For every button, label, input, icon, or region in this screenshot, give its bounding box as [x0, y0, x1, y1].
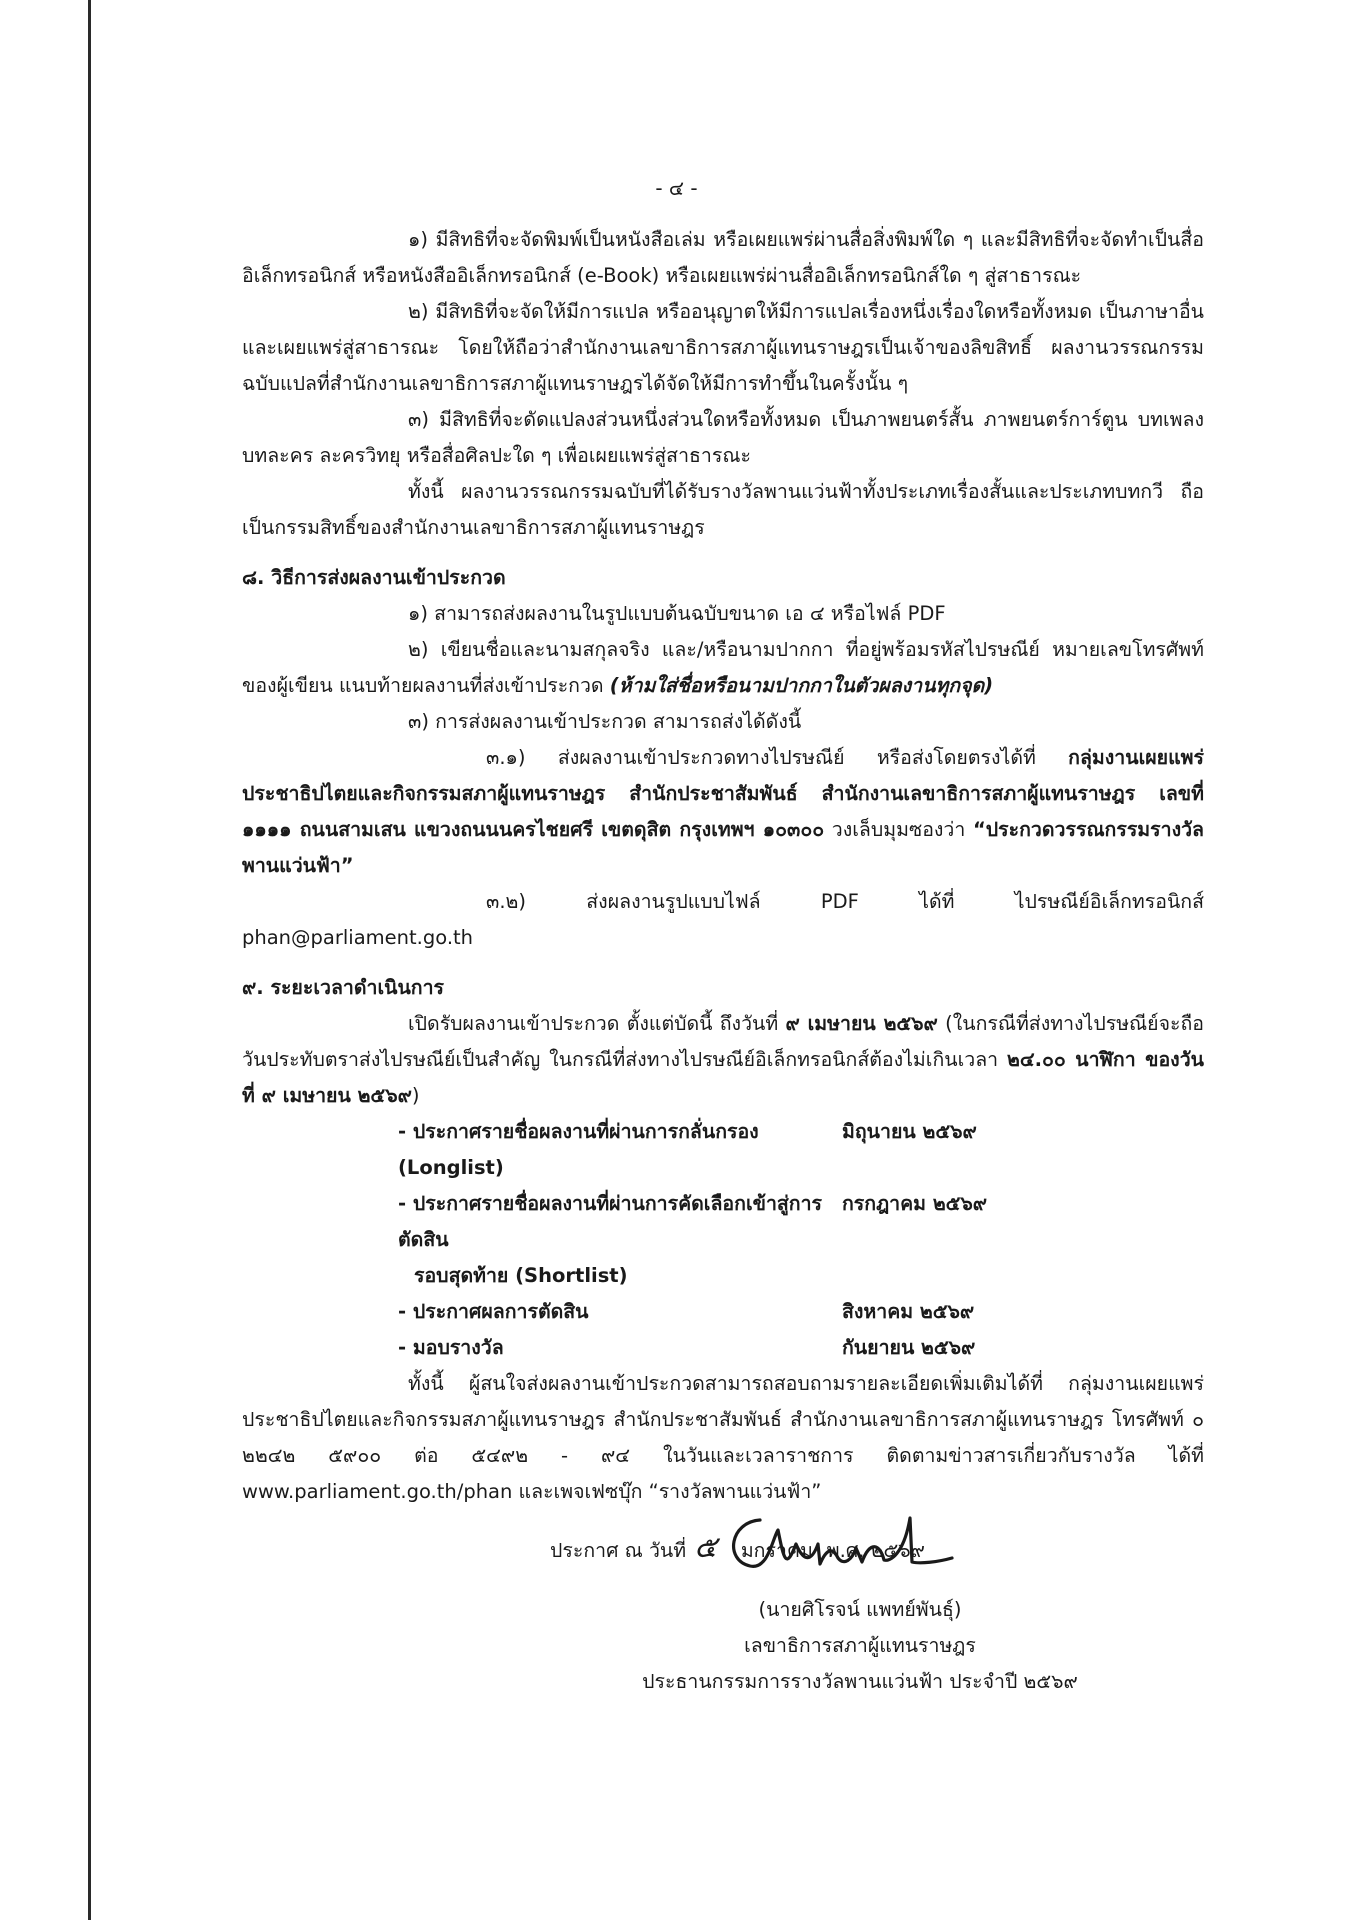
schedule-row — [242, 1186, 1204, 1258]
schedule-item: รอบสุดท้าย (Shortlist) — [414, 1264, 628, 1287]
signatory-name: (นายศิโรจน์ แพทย์พันธุ์) — [758, 1598, 962, 1621]
rights-item-1: ๑) มีสิทธิที่จะจัดพิมพ์เป็นหนังสือเล่ม หรือเผยแพร่ผ่านสื่อสิ่งพิมพ์ใด ๆ และมีสิทธิที่จะจัดทำเป็นสื่ออิเล็กทรอนิกส์ หรือหนังสืออิเล็กทรอนิกส์ (e-Book) หรือเผยแพร่ผ่านสื่ออิเล็กทรอนิกส์ใด ๆ สู่สาธารณะ — [242, 228, 1204, 287]
section-9-intro — [242, 1006, 1204, 1114]
contact-paragraph: ทั้งนี้ ผู้สนใจส่งผลงานเข้าประกวดสามารถสอบถามรายละเอียดเพิ่มเติมได้ที่ กลุ่มงานเผยแพร่ประชาธิปไตยและกิจกรรมสภาผู้แทนราษฎร สำนักประชาสัมพันธ์ สำนักงานเลขาธิการสภาผู้แทนราษฎร โทรศัพท์ ๐ ๒๒๔๒ ๕๙๐๐ ต่อ ๕๔๙๒ - ๙๔ ในวันและเวลาราชการ ติดตามข่าวสารเกี่ยวกับรางวัล ได้ที่ www.parliament.go.th/phan และเพจเฟซบุ๊ก “รางวัลพานแว่นฟ้า” — [242, 1372, 1204, 1503]
schedule-row — [242, 1294, 1204, 1330]
signatory-position: เลขาธิการสภาผู้แทนราษฎร — [744, 1634, 976, 1657]
rights-item-2: ๒) มีสิทธิที่จะจัดให้มีการแปล หรืออนุญาตให้มีการแปลเรื่องหนึ่งเรื่องใดหรือทั้งหมด เป็นภาษาอื่น และเผยแพร่สู่สาธารณะ โดยให้ถือว่าสำนักงานเลขาธิการสภาผู้แทนราษฎรเป็นเจ้าของลิขสิทธิ์ ผลงานวรรณกรรมฉบับแปลที่สำนักงานเลขาธิการสภาผู้แทนราษฎรได้จัดให้มีการทำขึ้นในครั้งนั้น ๆ — [242, 300, 1204, 395]
announcement-prefix: ประกาศ ณ วันที่ — [550, 1539, 687, 1562]
item-3-1-lead: ๓.๑) ส่งผลงานเข้าประกวดทางไปรษณีย์ หรือส่งโดยตรงได้ที่ — [486, 746, 1069, 769]
section-8-item-2-note: (ห้ามใส่ชื่อหรือนามปากกาในตัวผลงานทุกจุด) — [609, 674, 994, 697]
item-3-1-label: “ประกวดวรรณกรรมรางวัลพานแว่นฟ้า” — [242, 818, 1204, 877]
schedule-table — [242, 1114, 1204, 1366]
intro-b: (ในกรณีที่ส่งทางไปรษณีย์จะถือวันประทับตราส่งไปรษณีย์เป็นสำคัญ ในกรณีที่ส่งทางไปรษณีย์อิเล็กทรอนิกส์ต้องไม่เกินเวลา — [242, 1012, 1204, 1071]
item-3-1-address: กลุ่มงานเผยแพร่ประชาธิปไตยและกิจกรรมสภาผู้แทนราษฎร สำนักประชาสัมพันธ์ สำนักงานเลขาธิการสภาผู้แทนราษฎร เลขที่ ๑๑๑๑ ถนนสามเสน แขวงถนนนครไชยศรี เขตดุสิต กรุงเทพฯ ๑๐๓๐๐ — [242, 746, 1204, 841]
section-8-item-3-2: ๓.๒) ส่งผลงานรูปแบบไฟล์ PDF ได้ที่ ไปรษณีย์อิเล็กทรอนิกส์ phan@parliament.go.th — [242, 890, 1204, 949]
signatory-block — [580, 1592, 1140, 1700]
section-8-item-2-text: ๒) เขียนชื่อและนามสกุลจริง และ/หรือนามปากกา ที่อยู่พร้อมรหัสไปรษณีย์ หมายเลขโทรศัพท์ของผู้เขียน แนบท้ายผลงานที่ส่งเข้าประกวด — [242, 638, 1204, 697]
schedule-row — [242, 1330, 1204, 1366]
section-8-item-3-1 — [242, 740, 1204, 884]
page-number: - ๔ - — [655, 176, 698, 200]
announcement-month: มกราคม — [740, 1539, 813, 1562]
schedule-item: - มอบรางวัล — [398, 1336, 504, 1359]
intro-deadline: ๙ เมษายน ๒๕๖๙ — [785, 1012, 938, 1035]
schedule-row — [242, 1114, 1204, 1186]
binder-line — [88, 0, 91, 1920]
schedule-row — [242, 1258, 1204, 1294]
schedule-date: กันยายน ๒๕๖๙ — [842, 1336, 976, 1359]
schedule-date: กรกฎาคม ๒๕๖๙ — [842, 1192, 988, 1215]
document-body — [242, 222, 1204, 1569]
section-8-heading: ๘. วิธีการส่งผลงานเข้าประกวด — [242, 566, 506, 589]
section-8-item-2 — [242, 632, 1204, 704]
schedule-item: - ประกาศรายชื่อผลงานที่ผ่านการกลั่นกรอง (Longlist) — [398, 1120, 759, 1179]
announcement-day: ๕ — [694, 1530, 717, 1565]
intro-a: เปิดรับผลงานเข้าประกวด ตั้งแต่บัดนี้ ถึงวันที่ — [408, 1012, 786, 1035]
schedule-item: - ประกาศรายชื่อผลงานที่ผ่านการคัดเลือกเข้าสู่การตัดสิน — [398, 1192, 823, 1251]
rights-summary: ทั้งนี้ ผลงานวรรณกรรมฉบับที่ได้รับรางวัลพานแว่นฟ้าทั้งประเภทเรื่องสั้นและประเภทบทกวี ถือเป็นกรรมสิทธิ์ของสำนักงานเลขาธิการสภาผู้แทนราษฎร — [242, 480, 1204, 539]
item-3-1-mid: วงเล็บมุมซองว่า — [824, 818, 973, 841]
rights-item-3: ๓) มีสิทธิที่จะดัดแปลงส่วนหนึ่งส่วนใดหรือทั้งหมด เป็นภาพยนตร์สั้น ภาพยนตร์การ์ตูน บทเพลง บทละคร ละครวิทยุ หรือสื่อศิลปะใด ๆ เพื่อเผยแพร่สู่สาธารณะ — [242, 408, 1204, 467]
schedule-item: - ประกาศผลการตัดสิน — [398, 1300, 589, 1323]
intro-c: ) — [411, 1084, 420, 1107]
signatory-committee-role: ประธานกรรมการรางวัลพานแว่นฟ้า ประจำปี ๒๕๖๙ — [642, 1670, 1078, 1693]
schedule-date: มิถุนายน ๒๕๖๙ — [842, 1120, 977, 1143]
schedule-date — [842, 1258, 1204, 1294]
section-8-item-1: ๑) สามารถส่งผลงานในรูปแบบต้นฉบับขนาด เอ ๔ หรือไฟล์ PDF — [408, 602, 946, 625]
section-8-item-3: ๓) การส่งผลงานเข้าประกวด สามารถส่งได้ดังนี้ — [408, 710, 802, 733]
intro-time: ๒๔.๐๐ นาฬิกา ของวันที่ ๙ เมษายน ๒๕๖๙ — [242, 1048, 1204, 1107]
announcement-year: พ.ศ. ๒๕๖๙ — [826, 1539, 925, 1562]
section-9-heading: ๙. ระยะเวลาดำเนินการ — [242, 976, 445, 999]
signature-image — [720, 1500, 960, 1585]
schedule-date: สิงหาคม ๒๕๖๙ — [842, 1300, 975, 1323]
